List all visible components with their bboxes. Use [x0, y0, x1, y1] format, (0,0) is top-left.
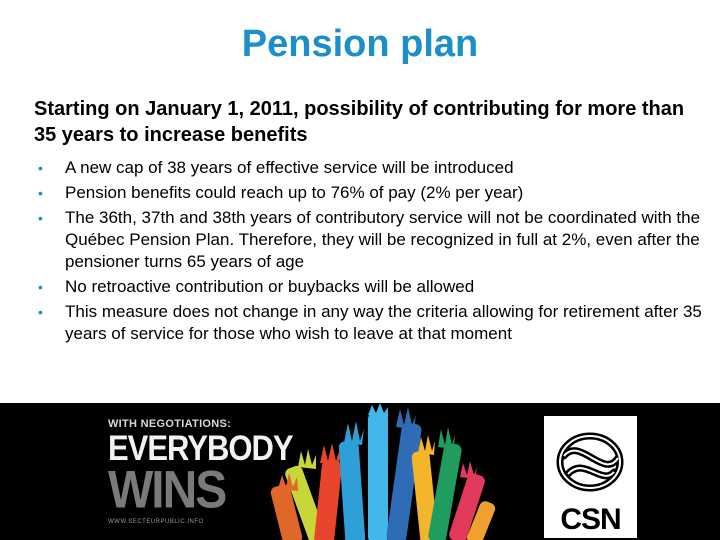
bullet-icon: •	[38, 160, 43, 176]
bullet-icon: •	[38, 304, 43, 320]
csn-emblem-icon	[544, 416, 637, 506]
bullet-list	[34, 157, 706, 348]
slide-title: Pension plan	[241, 23, 479, 65]
campaign-wordmark	[108, 417, 293, 525]
campaign-url: WWW.SECTEURPUBLIC.INFO	[108, 519, 204, 525]
bullet-text: No retroactive contribution or buybacks will be allowed	[65, 277, 475, 296]
raised-hands-illustration	[268, 403, 518, 540]
campaign-line-3: WINS	[108, 461, 226, 520]
bullet-text: A new cap of 38 years of effective service will be introduced	[65, 158, 514, 177]
csn-logo	[544, 416, 637, 538]
bullet-text: Pension benefits could reach up to 76% of pay (2% per year)	[65, 183, 524, 202]
bullet-item	[34, 276, 706, 298]
bullet-text: The 36th, 37th and 38th years of contributory service will not be coordinated with the Québec Pension Plan. Therefore, they will be recognized in full at 2%, even after the pensioner turns 65 years of age	[65, 208, 701, 271]
intro-text: Starting on January 1, 2011, possibility of contributing for more than 35 years to increase benefits	[34, 98, 685, 146]
bullet-text: This measure does not change in any way the criteria allowing for retirement after 35 years of service for those who wish to leave at that moment	[65, 302, 702, 343]
bullet-item	[34, 182, 706, 204]
bullet-item	[34, 207, 706, 273]
csn-logo-text: CSN	[560, 503, 621, 536]
bullet-icon: •	[38, 185, 43, 201]
bullet-icon: •	[38, 210, 43, 226]
bullet-item	[34, 301, 706, 345]
footer-banner	[0, 403, 720, 540]
campaign-line-2: EVERYBODY	[108, 427, 293, 468]
bullet-item	[34, 157, 706, 179]
campaign-line-1: WITH NEGOTIATIONS:	[108, 418, 232, 430]
bullet-icon: •	[38, 279, 43, 295]
